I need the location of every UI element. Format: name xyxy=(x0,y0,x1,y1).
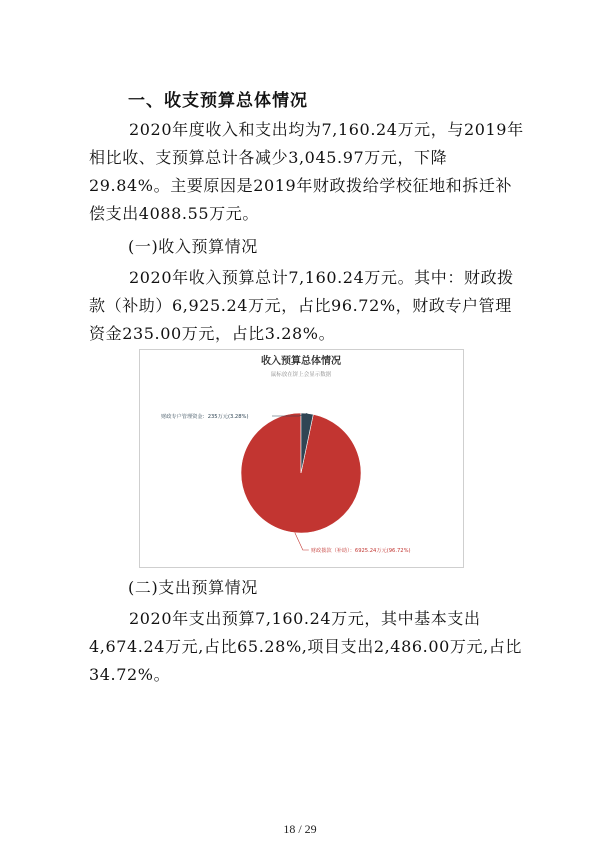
page-number: 18 / 29 xyxy=(283,822,317,836)
text-line: 2020年支出预算7,160.24万元，其中基本支出 xyxy=(129,609,481,628)
paragraph-income xyxy=(89,264,525,348)
text-line: 4,674.24万元,占比65.28%,项目支出2,486.00万元,占比 xyxy=(89,637,522,656)
subheading-income: (一)收入预算情况 xyxy=(128,237,258,256)
text-line: 2020年收入预算总计7,160.24万元。其中：财政拨 xyxy=(129,268,514,287)
chart-subtitle: 鼠标放在饼上会显示数据 xyxy=(270,372,332,378)
text-line: 29.84%。主要原因是2019年财政拨给学校征地和拆迁补 xyxy=(89,176,513,195)
pie-slice-label: 财政专户管理资金：235万元(3.28%) xyxy=(161,414,249,420)
subheading-expense: (二)支出预算情况 xyxy=(128,578,258,597)
income-pie-chart xyxy=(139,349,464,568)
chart-title: 收入预算总体情况 xyxy=(261,356,341,367)
text-line: 2020年度收入和支出均为7,160.24万元，与2019年 xyxy=(129,120,524,139)
section-heading: 一、收支预算总体情况 xyxy=(128,91,308,111)
text-line: 相比收、支预算总计各减少3,045.97万元，下降 xyxy=(89,148,448,167)
text-line: 款（补助）6,925.24万元，占比96.72%，财政专户管理 xyxy=(89,296,512,315)
pie-chart-svg xyxy=(140,350,463,567)
paragraph-expense xyxy=(89,605,525,689)
text-line: 偿支出4088.55万元。 xyxy=(89,204,259,223)
paragraph-overview xyxy=(89,116,525,228)
pie-leader-line xyxy=(295,533,309,550)
pie-slice-label: 财政拨款（补助）：6925.24万元(96.72%) xyxy=(310,548,411,554)
text-line: 资金235.00万元，占比3.28%。 xyxy=(89,324,336,343)
text-line: 34.72%。 xyxy=(89,665,171,684)
